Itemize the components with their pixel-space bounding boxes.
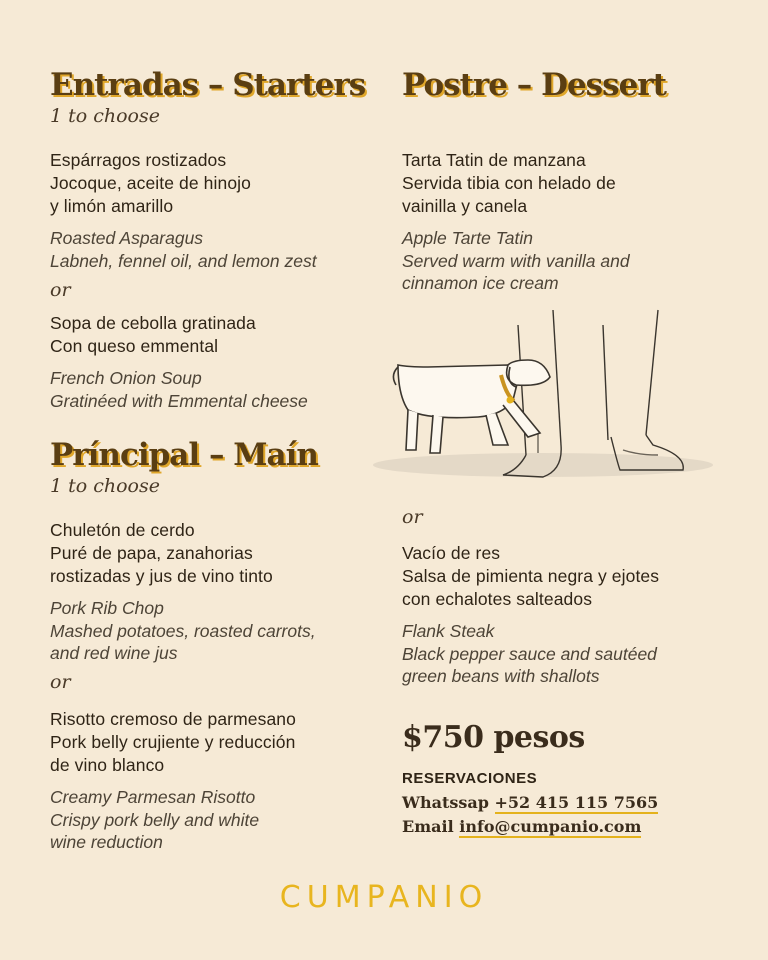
whatsapp-line (402, 791, 742, 815)
or-label: or (50, 671, 71, 693)
person-legs (503, 310, 683, 477)
reservations-title: RESERVACIONES (402, 770, 538, 787)
starter-1-es: Espárragos rostizados Jocoque, aceite de hinojo y limón amarillo (50, 150, 251, 216)
whatsapp-label: Whatssap (402, 793, 489, 812)
dessert-title: Postre – Dessert (402, 67, 666, 103)
main-1-es: Chuletón de cerdo Puré de papa, zanahorias rostizadas y jus de vino tinto (50, 520, 273, 586)
email-link[interactable]: info@cumpanio.com (459, 817, 642, 836)
or-label: or (402, 506, 423, 528)
dessert-es: Tarta Tatin de manzana Servida tibia con helado de vainilla y canela (402, 150, 616, 216)
main-title: Príncipal – Maín (50, 437, 318, 473)
main-2-es: Risotto cremoso de parmesano Pork belly crujiente y reducción de vino blanco (50, 709, 296, 775)
email-line (402, 815, 742, 839)
whatsapp-link[interactable]: +52 415 115 7565 (494, 793, 659, 812)
or-label: or (50, 279, 71, 301)
starters-title: Entradas – Starters (50, 67, 366, 103)
main-2-en: Creamy Parmesan Risotto Crispy pork belly and white wine reduction (50, 787, 260, 852)
dessert-en: Apple Tarte Tatin Served warm with vanilla and cinnamon ice cream (402, 228, 630, 293)
dessert-section (402, 67, 742, 103)
dog (393, 360, 550, 453)
cumpanio-logo: CUMPANIO (279, 880, 489, 915)
main-3-en: Flank Steak Black pepper sauce and sautéed green beans with shallots (402, 621, 657, 686)
ground-shadow (373, 453, 713, 477)
email-label: Email (402, 817, 454, 836)
main-choose: 1 to choose (50, 475, 160, 497)
main-3-es: Vacío de res Salsa de pimienta negra y ejotes con echalotes salteados (402, 543, 660, 609)
main-1-en: Pork Rib Chop Mashed potatoes, roasted carrots, and red wine jus (50, 598, 316, 663)
starters-choose: 1 to choose (50, 105, 160, 127)
starter-2-en: French Onion Soup Gratinéed with Emmental cheese (50, 368, 308, 411)
starter-1-en: Roasted Asparagus Labneh, fennel oil, and lemon zest (50, 228, 317, 271)
starter-2-es: Sopa de cebolla gratinada Con queso emmental (50, 313, 256, 356)
starters-section (50, 67, 390, 127)
price: $750 pesos (402, 720, 585, 755)
dog-illustration (368, 305, 718, 485)
main-section (50, 437, 390, 497)
